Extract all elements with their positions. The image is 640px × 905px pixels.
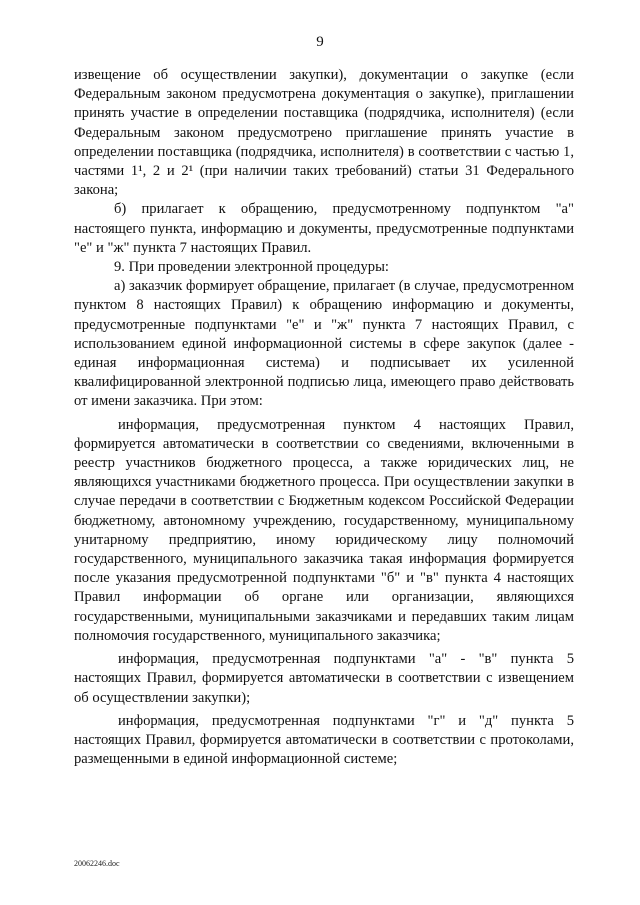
page-number: 9 bbox=[316, 34, 324, 50]
paragraph-subitem-a: а) заказчик формирует обращение, прилагает (в случае, предусмотренном пунктом 8 настоящих Правил) к обращению информацию и документы, предусмотренные подпунктами "е" и "ж" пункта 7 настоящих Правил, с использованием единой информационной системы в сфере закупок (далее - единая информационная система) и подписывает их усиленной квалифицированной электронной подписью лица, имеющего право действовать от имени заказчика. При этом: bbox=[74, 278, 574, 410]
paragraph-subitem-b: б) прилагает к обращению, предусмотренному подпунктом "а" настоящего пункта, информацию и документы, предусмотренные подпунктами "е" и "ж" пункта 7 настоящих Правил. bbox=[74, 201, 574, 256]
paragraph-info-point-4: информация, предусмотренная пунктом 4 настоящих Правил, формируется автоматически в соответствии со сведениями, включенными в реестр участников бюджетного процесса, а также юридических лиц, не являющихся участниками бюджетного процесса. При осуществлении закупки в случае передачи в соответствии с Бюджетным кодексом Российской Федерации бюджетному, автономному учреждению, государственному, муниципальному унитарному предприятию, иному юридическому лицу полномочий государственного, муниципального заказчика такая информация формируется после указания предусмотренной подпунктами "б" и "в" пункта 4 настоящих Правил информации об органе или организации, являющихся государственными, муниципальными заказчиками и передавших таким лицам полномочия государственного, муниципального заказчика; bbox=[74, 416, 574, 644]
document-file-code: 20062246.doc bbox=[74, 859, 120, 868]
document-body bbox=[74, 66, 574, 769]
paragraph-info-point-5-a-v: информация, предусмотренная подпунктами "а" - "в" пункта 5 настоящих Правил, формируется автоматически в соответствии с извещением об осуществлении закупки); bbox=[74, 651, 574, 706]
paragraph-continuation: извещение об осуществлении закупки), документации о закупке (если Федеральным законом предусмотрена документация о закупке), приглашении принять участие в определении поставщика (подрядчика, исполнителя) (если Федеральным законом предусмотрено приглашение принять участие в определении поставщика (подрядчика, исполнителя) в соответствии с частью 1, частями 1¹, 2 и 2¹ (при наличии таких требований) статьи 31 Федерального закона; bbox=[74, 67, 574, 199]
paragraph-info-point-5-g-d: информация, предусмотренная подпунктами "г" и "д" пункта 5 настоящих Правил, формируется автоматически в соответствии с протоколами, размещенными в единой информационной системе; bbox=[74, 712, 574, 768]
paragraph-item-9: 9. При проведении электронной процедуры: bbox=[114, 259, 389, 276]
